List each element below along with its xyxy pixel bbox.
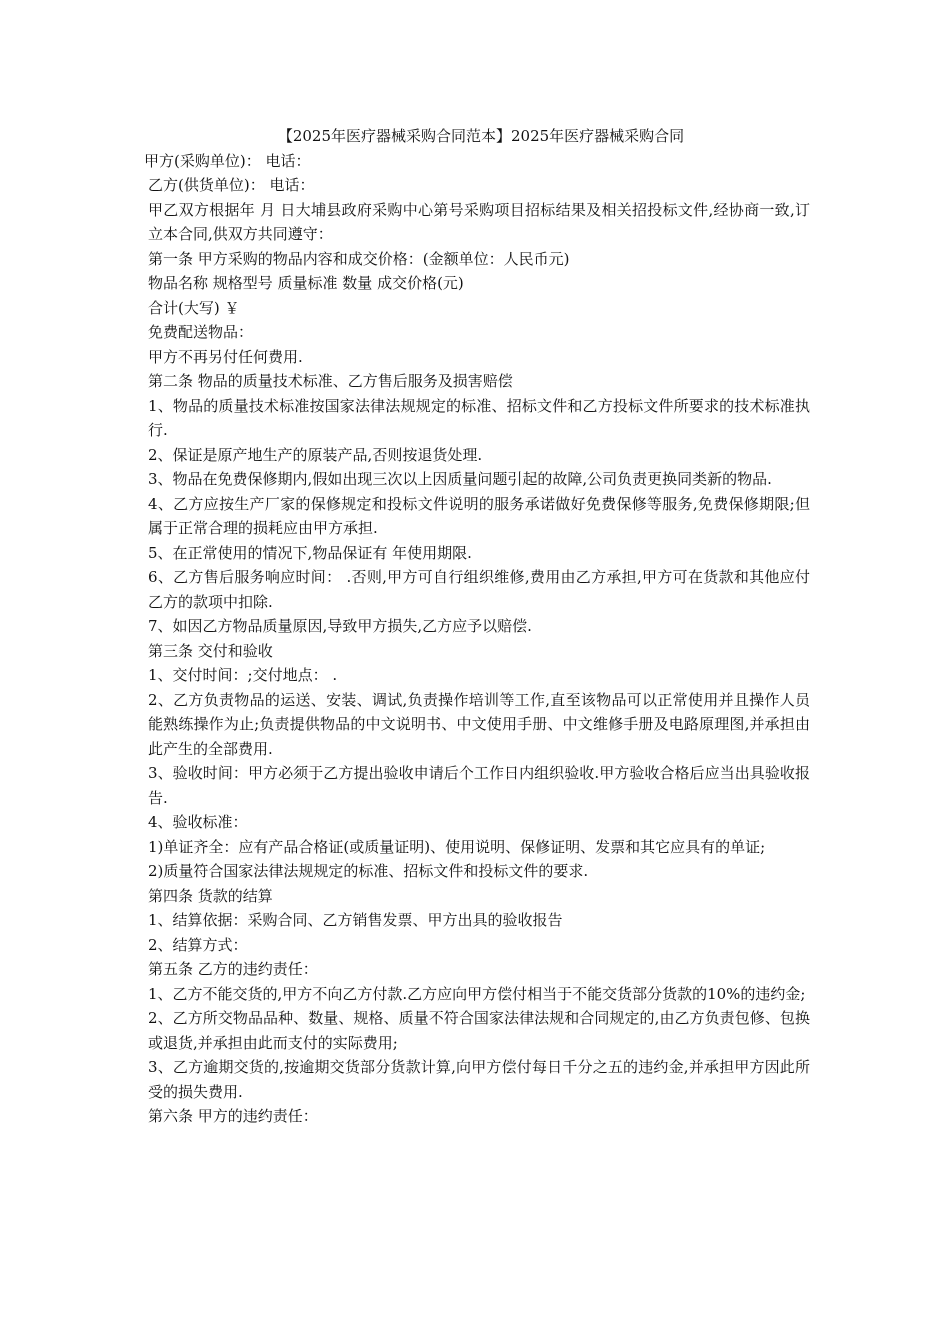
article-1-heading: 第一条 甲方采购的物品内容和成交价格：(金额单位：人民币元) <box>148 249 570 268</box>
article-5-clause-2: 2、乙方所交物品品种、数量、规格、质量不符合国家法律法规和合同规定的,由乙方负责包修、包换或退货,并承担由此而支付的实际费用; <box>148 1009 810 1052</box>
article-2-clause-1: 1、物品的质量技术标准按国家法律法规规定的标准、招标文件和乙方投标文件所要求的技术标准执行. <box>148 396 810 439</box>
article-4-clause-1: 1、结算依据：采购合同、乙方销售发票、甲方出具的验收报告 <box>148 911 563 929</box>
article-5-clause-1: 1、乙方不能交货的,甲方不向乙方付款.乙方应向甲方偿付相当于不能交货部分货款的10%的违约金; <box>148 984 806 1003</box>
article-5-clause-3: 3、乙方逾期交货的,按逾期交货部分货款计算,向甲方偿付每日千分之五的违约金,并承担甲方因此所受的损失费用. <box>148 1058 810 1101</box>
party-b-line: 乙方(供货单位)： 电话： <box>148 176 315 194</box>
article-3-clause-4: 4、验收标准： <box>148 813 248 831</box>
article-2-clause-4: 4、乙方应按生产厂家的保修规定和投标文件说明的服务承诺做好免费保修等服务,免费保修期限;但属于正常合理的损耗应由甲方承担. <box>148 494 810 537</box>
no-extra-fee-line: 甲方不再另付任何费用. <box>148 347 303 366</box>
article-3-subclause-1: 1)单证齐全：应有产品合格证(或质量证明)、使用说明、保修证明、发票和其它应具有的单证; <box>148 837 766 856</box>
article-3-heading: 第三条 交付和验收 <box>148 641 273 660</box>
free-delivery-line: 免费配送物品： <box>148 323 254 341</box>
item-columns-line: 物品名称 规格型号 质量标准 数量 成交价格(元) <box>148 274 464 292</box>
article-3-clause-2: 2、乙方负责物品的运送、安装、调试,负责操作培训等工作,直至该物品可以正常使用并且操作人员能熟练操作为止;负责提供物品的中文说明书、中文使用手册、中文维修手册及电路原理图,并承担由此产生的全部费用. <box>148 690 810 758</box>
article-2-heading: 第二条 物品的质量技术标准、乙方售后服务及损害赔偿 <box>148 372 513 390</box>
preamble-paragraph: 甲乙双方根据年 月 日大埔县政府采购中心第号采购项目招标结果及相关招投标文件,经协商一致,订立本合同,供双方共同遵守： <box>148 200 810 243</box>
article-6-heading: 第六条 甲方的违约责任： <box>148 1107 318 1125</box>
article-3-clause-3: 3、验收时间：甲方必须于乙方提出验收申请后个工作日内组织验收.甲方验收合格后应当出具验收报告. <box>148 764 810 807</box>
article-5-heading: 第五条 乙方的违约责任： <box>148 960 318 978</box>
article-4-heading: 第四条 货款的结算 <box>148 886 273 905</box>
party-a-line: 甲方(采购单位)： 电话： <box>144 151 311 170</box>
article-3-subclause-2: 2)质量符合国家法律法规规定的标准、招标文件和投标文件的要求. <box>148 862 589 880</box>
article-4-clause-2: 2、结算方式： <box>148 935 248 954</box>
article-3-clause-1: 1、交付时间：;交付地点： . <box>148 666 338 684</box>
article-2-clause-7: 7、如因乙方物品质量原因,导致甲方损失,乙方应予以赔偿. <box>148 617 532 635</box>
article-2-clause-6: 6、乙方售后服务响应时间： .否则,甲方可自行组织维修,费用由乙方承担,甲方可在货款和其他应付乙方的款项中扣除. <box>148 568 810 611</box>
total-line: 合计(大写) ￥ <box>148 298 240 317</box>
article-2-clause-5: 5、在正常使用的情况下,物品保证有 年使用期限. <box>148 543 472 562</box>
article-2-clause-3: 3、物品在免费保修期内,假如出现三次以上因质量问题引起的故障,公司负责更换同类新的物品. <box>148 470 772 488</box>
article-2-clause-2: 2、保证是原产地生产的原装产品,否则按退货处理. <box>148 445 483 464</box>
document-title: 【2025年医疗器械采购合同范本】2025年医疗器械采购合同 <box>277 127 685 145</box>
document-page <box>144 124 810 1129</box>
